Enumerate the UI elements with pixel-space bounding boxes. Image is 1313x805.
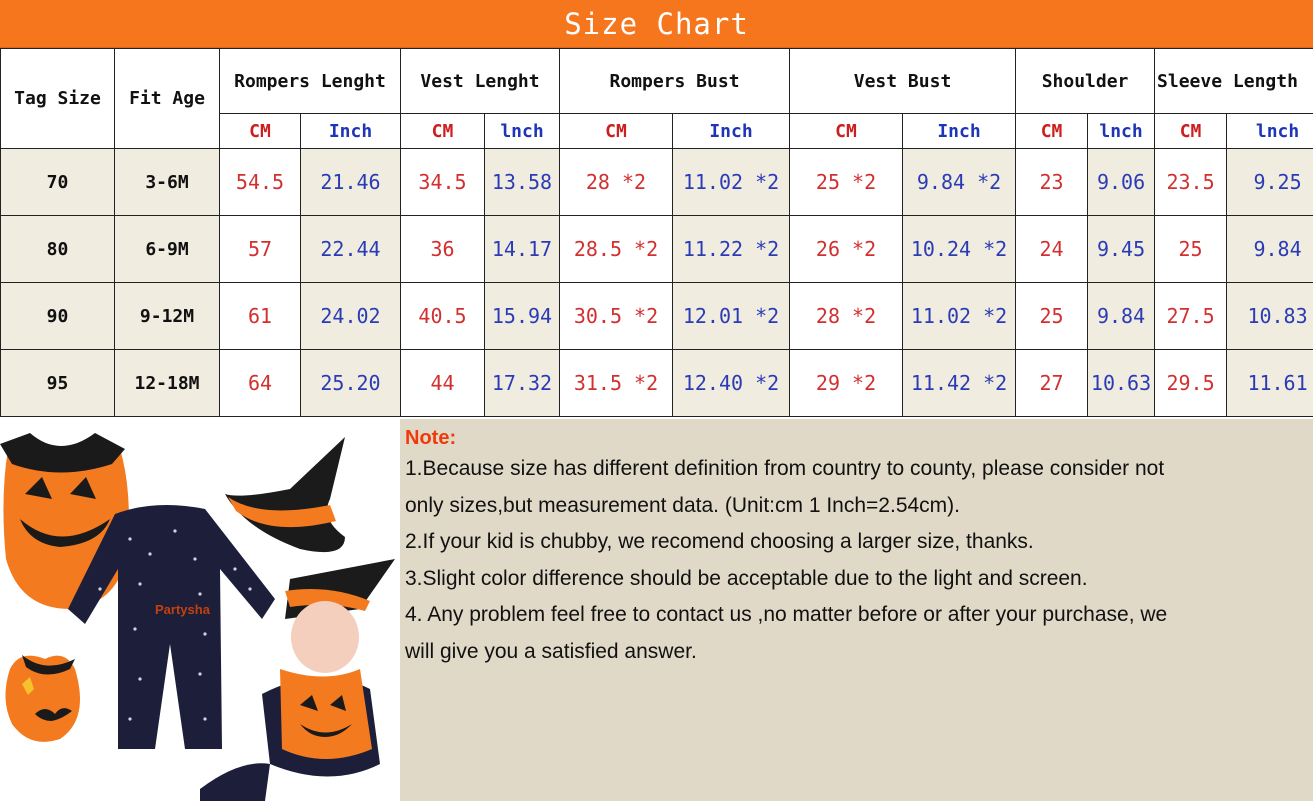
cm-value-cell: 24 [1016,216,1088,283]
watermark: Partysha [155,602,211,617]
cm-value-cell: 23 [1016,149,1088,216]
inch-value-cell: 11.22 *2 [673,216,790,283]
inch-value-cell: 21.46 [301,149,401,216]
header-fit-age: Fit Age [115,49,220,149]
unit-cm: CM [220,114,301,149]
note-line: 4. Any problem feel free to contact us ,no matter before or after your purchase, we [405,597,1313,634]
inch-value-cell: 9.84 *2 [903,149,1016,216]
tag-size-cell: 80 [1,216,115,283]
cm-value-cell: 29.5 [1155,350,1227,417]
unit-cm: CM [1155,114,1227,149]
witch-hat-icon [225,437,345,552]
unit-inch: lnch [1227,114,1313,149]
note-line: 2.If your kid is chubby, we recomend choosing a larger size, thanks. [405,524,1313,561]
fit-age-cell: 12-18M [115,350,220,417]
unit-cm: CM [1016,114,1088,149]
tag-size-cell: 95 [1,350,115,417]
inch-value-cell: 11.61 [1227,350,1313,417]
baby-photo-icon [200,559,395,801]
table-row [1,350,1313,417]
unit-inch: lnch [1088,114,1155,149]
cm-value-cell: 36 [401,216,485,283]
inch-value-cell: 11.02 *2 [903,283,1016,350]
cm-value-cell: 25 [1016,283,1088,350]
header-rompers-length: Rompers Lenght [220,49,401,114]
unit-cm: CM [560,114,673,149]
cm-value-cell: 57 [220,216,301,283]
inch-value-cell: 22.44 [301,216,401,283]
notes-panel [400,419,1313,801]
inch-value-cell: 12.40 *2 [673,350,790,417]
header-sleeve-length: Sleeve Length [1155,49,1313,114]
inch-value-cell: 11.42 *2 [903,350,1016,417]
fit-age-cell: 3-6M [115,149,220,216]
cm-value-cell: 31.5 *2 [560,350,673,417]
cm-value-cell: 44 [401,350,485,417]
unit-inch: Inch [673,114,790,149]
unit-inch: Inch [903,114,1016,149]
cm-value-cell: 28 *2 [790,283,903,350]
unit-inch: Inch [301,114,401,149]
inch-value-cell: 25.20 [301,350,401,417]
halloween-costume-illustration [0,419,400,801]
cm-value-cell: 34.5 [401,149,485,216]
note-line: only sizes,but measurement data. (Unit:cm 1 Inch=2.54cm). [405,488,1313,525]
cm-value-cell: 27 [1016,350,1088,417]
cm-value-cell: 64 [220,350,301,417]
pumpkin-bib-icon [5,655,80,742]
inch-value-cell: 9.25 [1227,149,1313,216]
header-shoulder: Shoulder [1016,49,1155,114]
inch-value-cell: 9.84 [1227,216,1313,283]
inch-value-cell: 10.83 [1227,283,1313,350]
cm-value-cell: 23.5 [1155,149,1227,216]
inch-value-cell: 10.63 [1088,350,1155,417]
inch-value-cell: 24.02 [301,283,401,350]
inch-value-cell: 15.94 [485,283,560,350]
note-line: will give you a satisfied answer. [405,634,1313,671]
inch-value-cell: 14.17 [485,216,560,283]
cm-value-cell: 29 *2 [790,350,903,417]
cm-value-cell: 61 [220,283,301,350]
header-vest-length: Vest Lenght [401,49,560,114]
cm-value-cell: 28 *2 [560,149,673,216]
fit-age-cell: 9-12M [115,283,220,350]
inch-value-cell: 12.01 *2 [673,283,790,350]
note-line: 3.Slight color difference should be acceptable due to the light and screen. [405,561,1313,598]
header-vest-bust: Vest Bust [790,49,1016,114]
inch-value-cell: 10.24 *2 [903,216,1016,283]
cm-value-cell: 30.5 *2 [560,283,673,350]
header-rompers-bust: Rompers Bust [560,49,790,114]
cm-value-cell: 27.5 [1155,283,1227,350]
table-row [1,283,1313,350]
unit-cm: CM [401,114,485,149]
banner-title: Size Chart [564,7,749,41]
unit-cm: CM [790,114,903,149]
inch-value-cell: 11.02 *2 [673,149,790,216]
size-chart-table [0,48,1313,417]
inch-value-cell: 9.06 [1088,149,1155,216]
cm-value-cell: 28.5 *2 [560,216,673,283]
cm-value-cell: 25 [1155,216,1227,283]
product-image [0,419,400,801]
tag-size-cell: 90 [1,283,115,350]
cm-value-cell: 40.5 [401,283,485,350]
header-tag-size: Tag Size [1,49,115,149]
inch-value-cell: 9.84 [1088,283,1155,350]
cm-value-cell: 54.5 [220,149,301,216]
tag-size-cell: 70 [1,149,115,216]
cm-value-cell: 26 *2 [790,216,903,283]
size-chart-banner [0,0,1313,48]
table-row [1,216,1313,283]
notes-title: Note: [405,425,1313,451]
cm-value-cell: 25 *2 [790,149,903,216]
fit-age-cell: 6-9M [115,216,220,283]
table-row [1,149,1313,216]
inch-value-cell: 9.45 [1088,216,1155,283]
unit-inch: lnch [485,114,560,149]
inch-value-cell: 17.32 [485,350,560,417]
inch-value-cell: 13.58 [485,149,560,216]
note-line: 1.Because size has different definition from country to county, please consider not [405,451,1313,488]
